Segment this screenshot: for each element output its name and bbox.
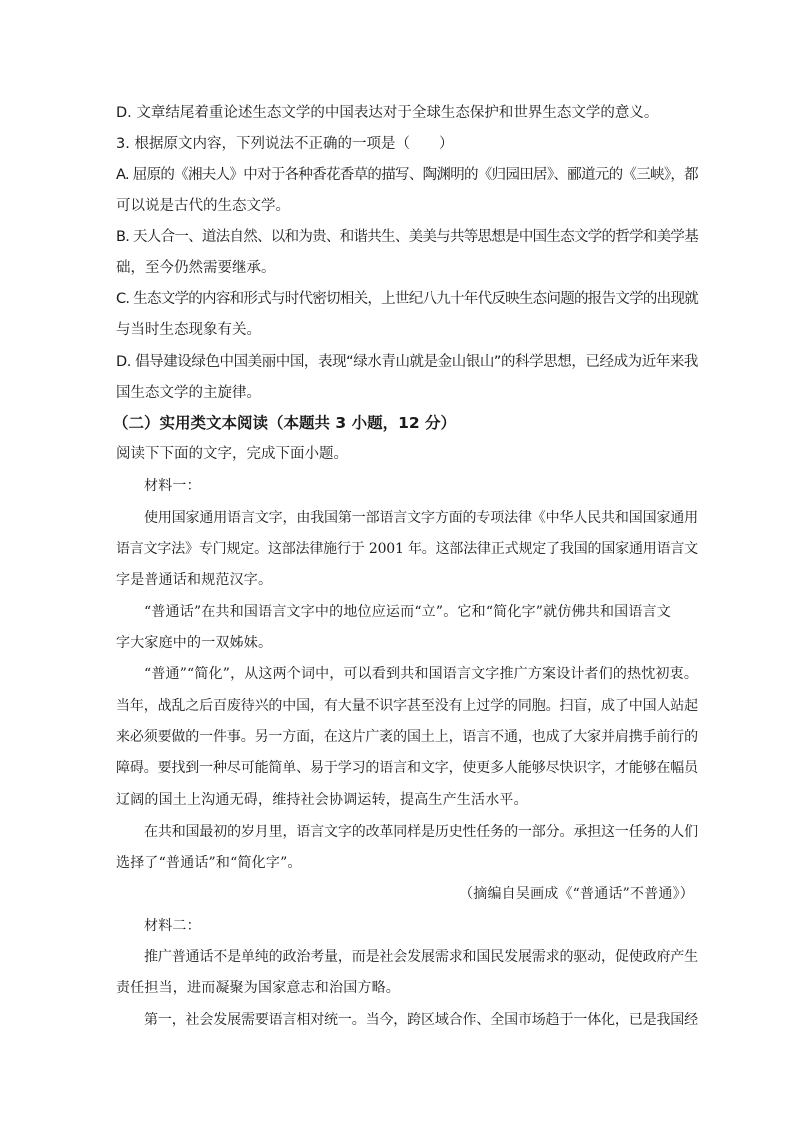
option-d-line-2: 国生态文学的主旋律。 (116, 385, 261, 401)
option-d-q2-line: D. 文章结尾着重论述生态文学的中国表达对于全球生态保护和世界生态文学的意义。 (116, 105, 659, 121)
question-3-stem: 3. 根据原文内容，下列说法不正确的一项是（ ） (116, 136, 454, 152)
option-a-line-1: A. 屈原的《湘夫人》中对于各种香花香草的描写、陶渊明的《归园田居》、郦道元的《三峡》，都 (116, 167, 698, 183)
option-a-line-2: 可以说是古代的生态文学。 (116, 198, 290, 214)
material-1-label: 材料一： (144, 478, 201, 494)
material-2-para-1-line-1: 推广普通话不是单纯的政治考量，而是社会发展需求和国民发展需求的驱动，促使政府产生 (144, 949, 698, 965)
option-c-line-2: 与当时生态现象有关。 (116, 322, 261, 338)
material-2-para-1-line-2: 责任担当，进而凝聚为国家意志和治国方略。 (116, 980, 400, 996)
material-2-para-2-line-1: 第一，社会发展需要语言相对统一。当今，跨区域合作、全国市场趋于一体化，已是我国经 (144, 1012, 698, 1028)
material-1-source: （摘编自吴画成《“普通话”不普通》） (459, 886, 694, 902)
option-b-line-1: B. 天人合一、道法自然、以和为贵、和谐共生、美美与共等思想是中国生态文学的哲学和美学基 (116, 229, 698, 245)
material-2-label: 材料二： (144, 918, 201, 934)
option-c-line-1: C. 生态文学的内容和形式与时代密切相关，上世纪八九十年代反映生态问题的报告文学的出现就 (116, 291, 698, 307)
material-1-para-3-line-2: 当年，战乱之后百废待兴的中国，有大量不识字甚至没有上过学的同胞。扫盲，成了中国人站起 (116, 698, 698, 714)
material-1-para-1-line-2: 语言文字法》专门规定。这部法律施行于 2001 年。这部法律正式规定了我国的国家通用语言文 (116, 541, 698, 557)
option-d-line-1: D. 倡导建设绿色中国美丽中国，表现“绿水青山就是金山银山”的科学思想，已经成为近年来我 (116, 354, 698, 370)
material-1-para-3-line-3: 来必须要做的一件事。另一方面，在这片广袤的国土上，语言不通，也成了大家并肩携手前行的 (116, 729, 698, 745)
option-b-line-2: 础，至今仍然需要继承。 (116, 260, 276, 276)
section-heading: （二）实用类文本阅读（本题共 3 小题，12 分） (113, 414, 457, 432)
reading-instruction: 阅读下下面的文字，完成下面小题。 (116, 446, 348, 462)
material-1-para-2-line-2: 字大家庭中的一双姊妹。 (116, 635, 273, 651)
material-1-para-3-line-4: 障碍。要找到一种尽可能简单、易于学习的语言和文字，使更多人能够尽快识字，才能够在幅员 (116, 760, 698, 776)
material-1-para-4-line-1: 在共和国最初的岁月里，语言文字的改革同样是历史性任务的一部分。承担这一任务的人们 (144, 824, 698, 840)
material-1-para-1-line-3: 字是普通话和规范汉字。 (116, 572, 273, 588)
material-1-para-3-line-1: “普通”“简化”，从这两个词中，可以看到共和国语言文字推广方案设计者们的热忱初衷。 (144, 666, 698, 682)
material-1-para-3-line-5: 辽阔的国土上沟通无碍，维持社会协调运转，提高生产生活水平。 (116, 792, 528, 808)
material-1-para-2-line-1: “普通话”在共和国语言文字中的地位应运而“立”。它和“简化字”就仿佛共和国语言文 (144, 604, 671, 620)
material-1-para-4-line-2: 选择了“普通话”和“简化字”。 (116, 855, 302, 871)
material-1-para-1-line-1: 使用国家通用语言文字，由我国第一部语言文字方面的专项法律《中华人民共和国国家通用 (144, 510, 698, 526)
